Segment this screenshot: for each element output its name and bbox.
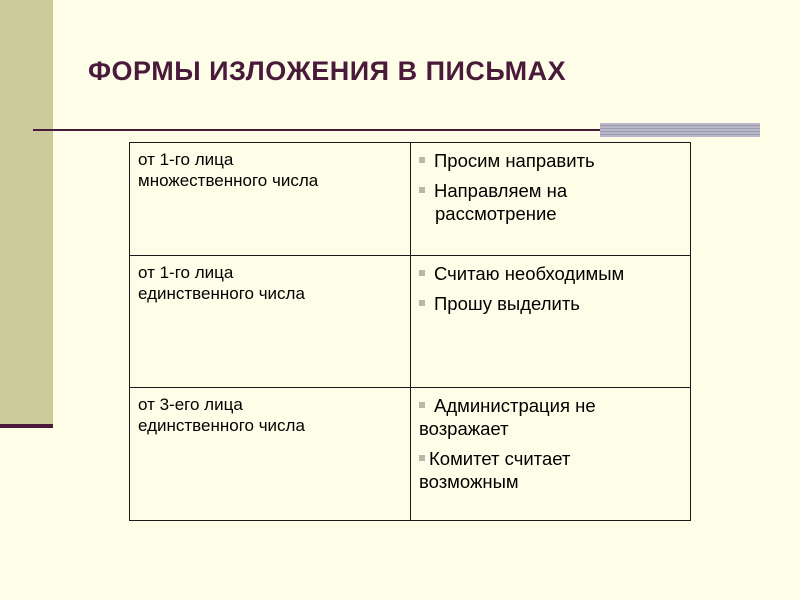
form-label-line1: от 3-его лица [138, 395, 243, 414]
form-cell [130, 256, 411, 388]
form-label-line2: множественного числа [138, 171, 319, 190]
example-item [419, 262, 682, 285]
example-text-continuation: возражает [419, 418, 509, 439]
square-bullet-icon [419, 187, 425, 193]
table-row [130, 256, 691, 388]
example-text: Считаю необходимым [434, 263, 625, 284]
examples-cell [411, 388, 691, 521]
examples-cell [411, 256, 691, 388]
example-item [419, 179, 682, 225]
square-bullet-icon [419, 270, 425, 276]
form-cell [130, 388, 411, 521]
example-text: Направляем на [434, 180, 568, 201]
example-item [419, 447, 682, 493]
example-item [419, 394, 682, 440]
side-decor-bar [0, 0, 53, 424]
form-label-line2: единственного числа [138, 284, 305, 303]
example-item [419, 149, 682, 172]
table-row [130, 143, 691, 256]
square-bullet-icon [419, 157, 425, 163]
example-text: Администрация не [434, 395, 596, 416]
square-bullet-icon [419, 455, 425, 461]
table-row [130, 388, 691, 521]
example-text: Комитет считает [429, 448, 571, 469]
example-text-continuation: возможным [419, 471, 519, 492]
example-text-continuation: рассмотрение [435, 203, 557, 224]
form-label-line1: от 1-го лица [138, 263, 234, 282]
form-cell [130, 143, 411, 256]
side-decor-line [0, 424, 53, 428]
square-bullet-icon [419, 300, 425, 306]
examples-cell [411, 143, 691, 256]
example-item [419, 292, 682, 315]
form-label-line1: от 1-го лица [138, 150, 234, 169]
slide-title: ФОРМЫ ИЗЛОЖЕНИЯ В ПИСЬМАХ [88, 56, 567, 86]
title-accent-block [600, 123, 760, 137]
form-label-line2: единственного числа [138, 416, 305, 435]
square-bullet-icon [419, 402, 425, 408]
forms-table [129, 142, 691, 521]
example-text: Прошу выделить [434, 293, 580, 314]
example-text: Просим направить [434, 150, 595, 171]
